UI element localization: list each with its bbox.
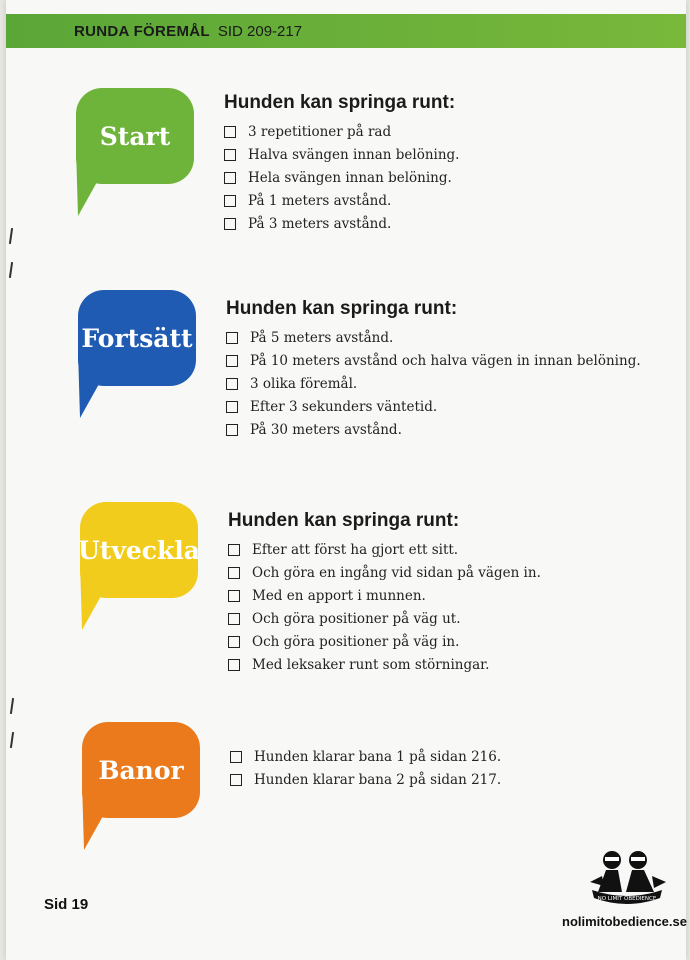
checkbox-icon[interactable] [226, 332, 238, 344]
checklist-item[interactable]: På 10 meters avstånd och halva vägen in innan belöning. [226, 349, 641, 372]
checkbox-icon[interactable] [224, 195, 236, 207]
checklist-item[interactable]: Och göra positioner på väg in. [228, 630, 541, 653]
checklist-item[interactable]: Hunden klarar bana 2 på sidan 217. [230, 768, 501, 791]
checkbox-icon[interactable] [228, 544, 240, 556]
checklist-item[interactable]: Hela svängen innan belöning. [224, 166, 459, 189]
checkbox-icon[interactable] [224, 126, 236, 138]
checkbox-icon[interactable] [226, 355, 238, 367]
no-limit-obedience-logo [582, 846, 672, 916]
badge-utveckla [77, 502, 201, 598]
checkbox-icon[interactable] [224, 218, 236, 230]
section-utveckla [228, 510, 541, 676]
checklist-item[interactable]: På 30 meters avstånd. [226, 418, 641, 441]
section-heading: Hunden kan springa runt: [228, 510, 460, 531]
checklist-item[interactable]: Med en apport i munnen. [228, 584, 541, 607]
checkbox-icon[interactable] [228, 636, 240, 648]
checklist-item[interactable]: På 3 meters avstånd. [224, 212, 459, 235]
section-heading: Hunden kan springa runt: [224, 92, 456, 113]
badge-start-label: Start [99, 121, 171, 151]
checkbox-icon[interactable] [230, 751, 242, 763]
checkbox-icon[interactable] [228, 590, 240, 602]
bubble-tail-icon [76, 148, 116, 218]
checklist-item[interactable]: På 5 meters avstånd. [226, 326, 641, 349]
checklist-item[interactable]: 3 repetitioner på rad [224, 120, 459, 143]
checkbox-icon[interactable] [224, 172, 236, 184]
checklist-item[interactable]: På 1 meters avstånd. [224, 189, 459, 212]
checklist-item[interactable]: Hunden klarar bana 1 på sidan 216. [230, 745, 501, 768]
checkbox-icon[interactable] [226, 378, 238, 390]
badge-start [76, 88, 194, 184]
checkbox-icon[interactable] [228, 613, 240, 625]
page-number: Sid 19 [44, 896, 89, 913]
section-heading: Hunden kan springa runt: [226, 298, 458, 319]
badge-banor [82, 722, 200, 818]
section-banor [230, 745, 501, 791]
checklist-item[interactable]: Efter att först ha gjort ett sitt. [228, 538, 541, 561]
checklist-item[interactable]: Halva svängen innan belöning. [224, 143, 459, 166]
badge-fortsatt [78, 290, 196, 386]
checklist-item[interactable]: Och göra en ingång vid sidan på vägen in. [228, 561, 541, 584]
checklist-item[interactable]: Och göra positioner på väg ut. [228, 607, 541, 630]
checkbox-icon[interactable] [228, 659, 240, 671]
checkbox-icon[interactable] [226, 424, 238, 436]
header-bar [6, 14, 686, 48]
badge-banor-label: Banor [98, 755, 184, 785]
checklist-item[interactable]: Med leksaker runt som störningar. [228, 653, 541, 676]
bubble-tail-icon [80, 562, 120, 632]
checkbox-icon[interactable] [228, 567, 240, 579]
page [6, 0, 686, 960]
bubble-tail-icon [78, 350, 118, 420]
checkbox-icon[interactable] [224, 149, 236, 161]
section-start [224, 92, 459, 235]
svg-text:NO LIMIT OBEDIENCE: NO LIMIT OBEDIENCE [597, 896, 657, 902]
website-link[interactable]: nolimitobedience.se [562, 914, 687, 929]
checkbox-icon[interactable] [230, 774, 242, 786]
badge-fortsatt-label: Fortsätt [81, 323, 193, 353]
badge-utveckla-label: Utveckla [77, 535, 201, 565]
header-title: RUNDA FÖREMÅL [74, 22, 210, 40]
bubble-tail-icon [82, 782, 122, 852]
header-pages: SID 209-217 [217, 22, 303, 40]
checklist-item[interactable]: 3 olika föremål. [226, 372, 641, 395]
section-fortsatt [226, 298, 641, 441]
checklist-item[interactable]: Efter 3 sekunders väntetid. [226, 395, 641, 418]
checkbox-icon[interactable] [226, 401, 238, 413]
